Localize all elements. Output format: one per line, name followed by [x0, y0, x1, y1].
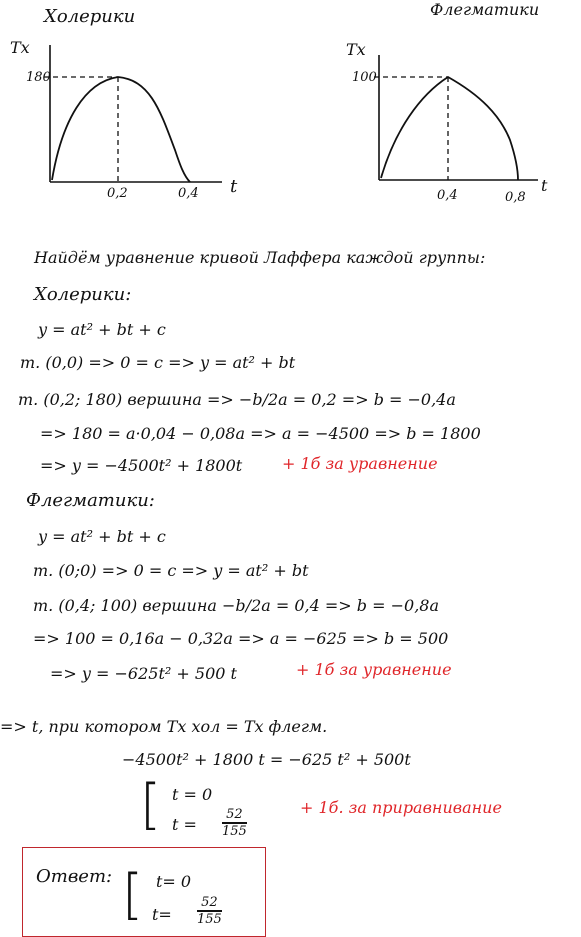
graph-right-end-time: 0,8 — [505, 190, 526, 205]
fraction-numerator: 52 — [226, 807, 243, 822]
root-2-prefix: t = — [172, 815, 197, 834]
graph-right-peak-time: 0,4 — [437, 188, 458, 203]
system-bracket: [ — [140, 773, 162, 836]
answer-box — [22, 847, 266, 937]
graph-right-x-label: t — [541, 176, 548, 195]
root-2-fraction — [222, 808, 247, 838]
equate-score: + 1б. за приравнивание — [300, 798, 502, 817]
graph-left-peak-time: 0,2 — [107, 186, 128, 201]
answer-root-2-prefix: t= — [152, 905, 172, 924]
choleric-header: Холерики: — [34, 284, 132, 305]
phleg-line-4: => 100 = 0,16a − 0,32a => a = −625 => b = 500 — [33, 629, 449, 648]
laffer-curve-choleric — [52, 77, 190, 182]
phleg-line-2: т. (0;0) => 0 = c => y = at² + bt — [33, 561, 309, 580]
graph-left-y-label: Tx — [10, 38, 30, 57]
phleg-score: + 1б за уравнение — [296, 660, 452, 679]
graph-left-peak-value: 180 — [26, 70, 51, 85]
choleric-line-3: т. (0,2; 180) вершина => −b/2a = 0,2 => b = −0,4a — [18, 390, 456, 409]
graph-right-title: Флегматики — [430, 0, 540, 19]
answer-bracket: [ — [122, 863, 144, 926]
answer-denominator: 155 — [197, 911, 222, 927]
choleric-score: + 1б за уравнение — [282, 454, 438, 473]
graph-right-peak-value: 100 — [352, 70, 377, 85]
choleric-line-5: => y = −4500t² + 1800t — [40, 456, 243, 475]
equation-line: −4500t² + 1800 t = −625 t² + 500t — [122, 750, 411, 769]
answer-label: Ответ: — [36, 866, 113, 887]
choleric-line-2: т. (0,0) => 0 = c => y = at² + bt — [20, 353, 296, 372]
phleg-header: Флегматики: — [26, 490, 155, 511]
graph-right-svg — [340, 0, 580, 200]
graph-left-x-label: t — [230, 176, 238, 197]
phleg-line-5: => y = −625t² + 500 t — [50, 664, 237, 683]
graph-right-y-label: Tx — [346, 40, 366, 59]
graph-left-title: Холерики — [44, 6, 136, 27]
answer-numerator: 52 — [201, 895, 218, 910]
choleric-line-4: => 180 = a·0,04 − 0,08a => a = −4500 => b = 1800 — [40, 424, 481, 443]
root-1: t = 0 — [172, 785, 213, 804]
phleg-line-1: y = at² + bt + c — [38, 527, 166, 546]
answer-root-1: t= 0 — [156, 872, 192, 891]
answer-fraction — [197, 896, 222, 926]
graph-left-end-time: 0,4 — [178, 186, 199, 201]
phleg-line-3: т. (0,4; 100) вершина −b/2a = 0,4 => b = −0,8a — [33, 596, 439, 615]
graph-left-svg — [0, 0, 240, 200]
laffer-curve-phlegmatic — [381, 77, 518, 180]
t-condition-line: => t, при котором Tх хол = Tх флегм. — [0, 717, 328, 736]
fraction-denominator: 155 — [222, 823, 247, 839]
choleric-line-1: y = at² + bt + c — [38, 320, 166, 339]
intro-text: Найдём уравнение кривой Лаффера каждой группы: — [34, 248, 486, 267]
